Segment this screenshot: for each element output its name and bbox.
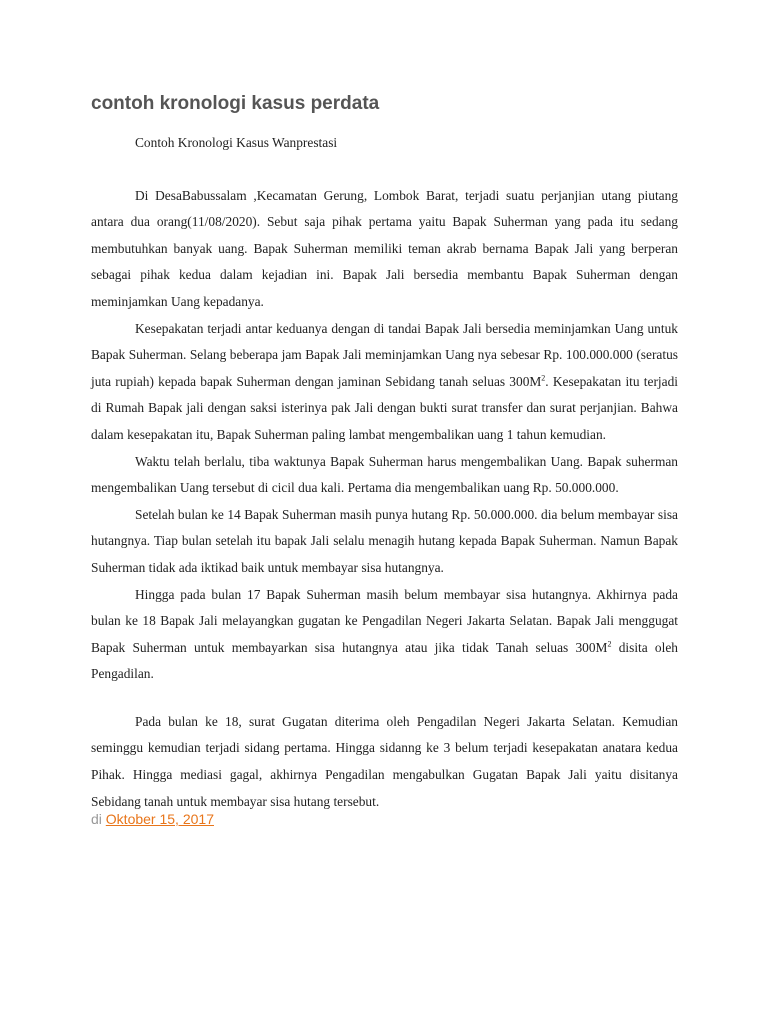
post-footer bbox=[91, 809, 678, 829]
paragraph-2-text-b: . Kesepakatan itu terjadi di Rumah Bapak jali dengan saksi isterinya pak Jali dengan bukti surat transfer dan surat perjanjian. Bahwa dalam kesepakatan itu, Bapak Suherman paling lambat mengembalikan uang 1 tahun kemudian. bbox=[91, 373, 678, 442]
paragraph-3: Waktu telah berlalu, tiba waktunya Bapak Suherman harus mengembalikan Uang. Bapak suherman mengembalikan Uang tersebut di cicil dua kali. Pertama dia mengembalikan uang Rp. 50.000.000. bbox=[91, 453, 678, 496]
superscript-squared: 2 bbox=[541, 373, 546, 383]
superscript-squared: 2 bbox=[607, 639, 612, 649]
post-body bbox=[91, 130, 678, 815]
paragraph-1: Di DesaBabussalam ,Kecamatan Gerung, Lombok Barat, terjadi suatu perjanjian utang piutang antara dua orang(11/08/2020). Sebut saja pihak pertama yaitu Bapak Suherman yang pada itu sedang membutuhkan banyak uang. Bapak Suherman memiliki teman akrab bernama Bapak Jali yang berperan sebagai pihak kedua dalam kejadian ini. Bapak Jali bersedia membantu Bapak Suherman dengan meminjamkan Uang kepadanya. bbox=[91, 187, 678, 309]
paragraph-6: Pada bulan ke 18, surat Gugatan diterima oleh Pengadilan Negeri Jakarta Selatan. Kemudian seminggu kemudian terjadi sidang pertama. Hingga sidanng ke 3 belum terjadi kesepakatan anatara kedua Pihak. Hingga mediasi gagal, akhirnya Pengadilan mengabulkan Gugatan Bapak Jali yaitu disitanya Sebidang tanah untuk membayar sisa hutang tersebut. bbox=[91, 713, 678, 809]
paragraph-5-text-a: Hingga pada bulan 17 Bapak Suherman masih belum membayar sisa hutangnya. Akhirnya pada bulan ke 18 Bapak Jali melayangkan gugatan ke Pengadilan Negeri Jakarta Selatan. Bapak Jali menggugat Bapak Suherman untuk membayarkan sisa hutangnya atau jika tidak Tanah seluas 300M bbox=[91, 586, 678, 655]
post-subtitle: Contoh Kronologi Kasus Wanprestasi bbox=[135, 135, 338, 150]
paragraph-5 bbox=[91, 582, 678, 688]
paragraph-4: Setelah bulan ke 14 Bapak Suherman masih punya hutang Rp. 50.000.000. dia belum membayar sisa hutangnya. Tiap bulan setelah itu bapak Jali selalu menagih hutang kepada Bapak Suherman. Namun Bapak Suherman tidak ada iktikad baik untuk membayar sisa hutangnya. bbox=[91, 506, 678, 575]
paragraph-5-text-b: disita oleh Pengadilan. bbox=[91, 639, 678, 682]
post-date-link[interactable]: Oktober 15, 2017 bbox=[105, 811, 214, 828]
post-title: contoh kronologi kasus perdata bbox=[91, 93, 380, 114]
paragraph-spacer bbox=[91, 688, 678, 709]
paragraph-2 bbox=[91, 316, 678, 449]
paragraph-2-text-a: Kesepakatan terjadi antar keduanya dengan di tandai Bapak Jali bersedia meminjamkan Uang untuk Bapak Suherman. Selang beberapa jam Bapak Jali meminjamkan Uang nya sebesar Rp. 100.000.000 (seratus juta rupiah) kepada bapak Suherman dengan jaminan Sebidang tanah seluas 300M bbox=[91, 320, 678, 389]
footer-prefix: di bbox=[91, 811, 102, 828]
post bbox=[91, 90, 678, 829]
